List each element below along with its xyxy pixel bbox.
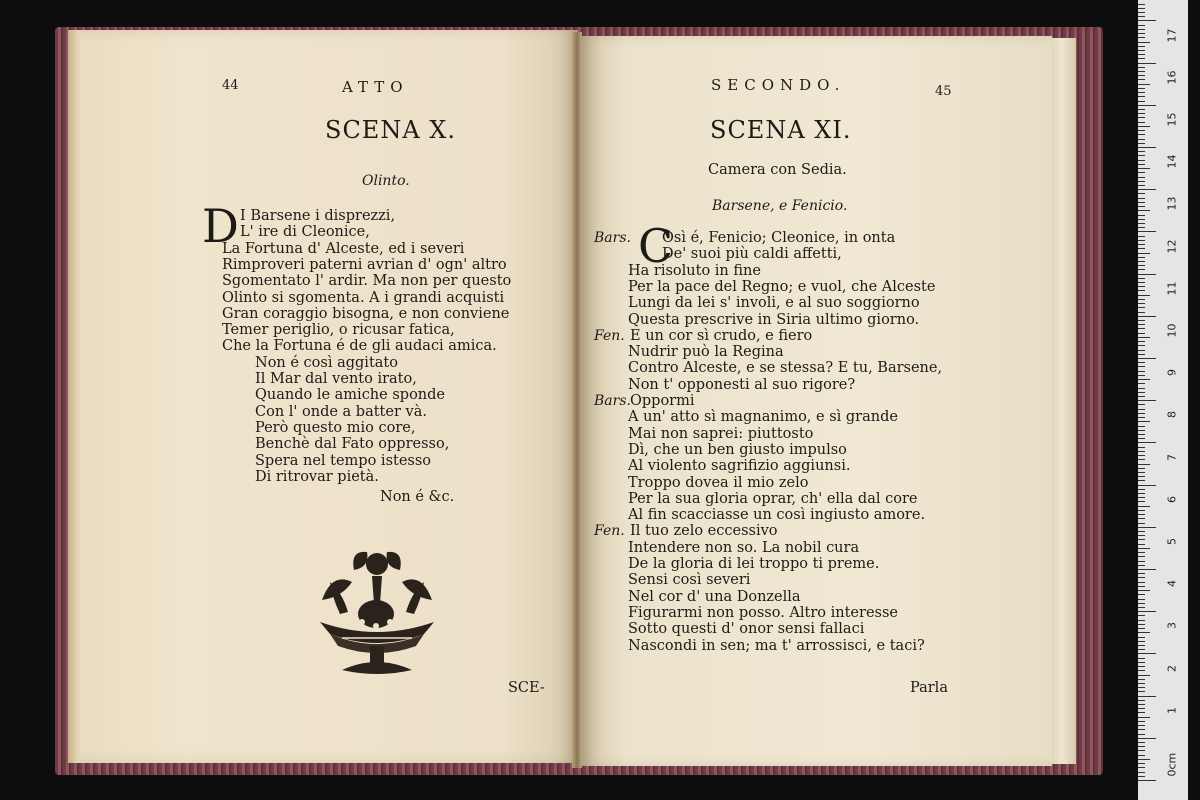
ruler-tick (1138, 691, 1145, 692)
ruler-tick (1138, 88, 1145, 89)
ruler-tick (1138, 497, 1145, 498)
speaker-label: Fen. (594, 523, 625, 540)
dialogue-line: Lungi da lei s' involi, e al suo soggiorno (628, 295, 920, 312)
ruler-tick (1138, 155, 1145, 156)
ruler-label: 17 (1165, 28, 1179, 43)
ruler-tick (1138, 430, 1145, 431)
ruler-tick (1138, 185, 1145, 186)
ruler-tick (1138, 341, 1145, 342)
ruler-tick (1138, 459, 1145, 460)
ruler-label: 11 (1165, 281, 1179, 296)
dialogue-line: Nascondi in sen; ma t' arrossisci, e taci? (628, 637, 925, 654)
verse-line: Benchè dal Fato oppresso, (255, 436, 450, 453)
ruler-tick (1138, 755, 1145, 756)
ruler-tick (1138, 611, 1156, 612)
ruler-tick (1138, 476, 1145, 477)
ruler-tick (1138, 641, 1145, 642)
ruler-tick (1138, 29, 1145, 30)
ruler-label: 2 (1165, 664, 1179, 672)
ruler-tick (1138, 700, 1145, 701)
ruler-tick (1138, 746, 1145, 747)
ruler-tick (1138, 687, 1145, 688)
ruler-tick (1138, 776, 1145, 777)
ruler-tick (1138, 464, 1150, 465)
ruler-tick (1138, 193, 1145, 194)
ruler-tick (1138, 447, 1145, 448)
ruler-tick (1138, 42, 1150, 43)
verse-line: Il Mar dal vento irato, (255, 371, 417, 387)
ruler-label: 16 (1165, 70, 1179, 85)
verse-line: La Fortuna d' Alceste, ed i severi (222, 240, 465, 257)
ruler-tick (1138, 586, 1145, 587)
ruler-tick (1138, 84, 1150, 85)
dialogue-line: De' suoi più caldi affetti, (662, 246, 842, 263)
ruler-tick (1138, 198, 1145, 199)
scene-characters: Barsene, e Fenicio. (712, 198, 848, 214)
ruler-tick (1138, 257, 1145, 258)
dialogue-line: Osì é, Fenicio; Cleonice, in onta (662, 230, 896, 246)
dialogue-line: Mai non saprei: piuttosto (628, 425, 814, 442)
ruler-tick (1138, 101, 1145, 102)
ruler-tick (1138, 160, 1145, 161)
ruler-label: 6 (1165, 495, 1179, 503)
ruler-tick (1138, 67, 1145, 68)
ruler-tick (1138, 421, 1150, 422)
ruler-tick (1138, 295, 1150, 296)
catchword-left: SCE- (508, 680, 545, 696)
page-number-right: 45 (935, 84, 952, 99)
ruler-tick (1138, 434, 1145, 435)
ruler-tick (1138, 662, 1145, 663)
ruler-tick (1138, 286, 1145, 287)
ruler-tick (1138, 438, 1145, 439)
ruler-label: 0cm (1165, 752, 1179, 777)
ruler-tick (1138, 206, 1145, 207)
ruler-tick (1138, 172, 1145, 173)
ruler-tick (1138, 404, 1145, 405)
ruler-tick (1138, 552, 1145, 553)
ruler-tick (1138, 573, 1145, 574)
speaker-label: Fen. (594, 327, 625, 344)
ruler-tick (1138, 624, 1145, 625)
ruler-tick (1138, 556, 1145, 557)
verse-line: Gran coraggio bisogna, e non conviene (222, 305, 510, 322)
dialogue-line: A un' atto sì magnanimo, e sì grande (628, 409, 898, 426)
ruler-label: 8 (1165, 411, 1179, 419)
ruler-tick (1138, 303, 1145, 304)
ruler-tick (1138, 649, 1145, 650)
scene-setting: Camera con Sedia. (708, 162, 847, 178)
ruler-tick (1138, 409, 1145, 410)
ruler-tick (1138, 75, 1145, 76)
ruler-tick (1138, 527, 1156, 528)
ruler-tick (1138, 734, 1145, 735)
ruler-tick (1138, 189, 1156, 190)
ruler-tick (1138, 539, 1145, 540)
dialogue-line: Sotto questi d' onor sensi fallaci (628, 621, 865, 638)
ruler-tick (1138, 569, 1156, 570)
ruler-tick (1138, 717, 1150, 718)
ruler-tick (1138, 151, 1145, 152)
verse-line: Temer periglio, o ricusar fatica, (222, 322, 455, 339)
ruler-tick (1138, 181, 1145, 182)
ruler-tick (1138, 316, 1156, 317)
ruler-label: 5 (1165, 538, 1179, 545)
verse-line: Però questo mio core, (255, 419, 416, 436)
ruler-label: 9 (1165, 369, 1179, 377)
verse-line: L' ire di Cleonice, (240, 224, 370, 241)
ruler-tick (1138, 345, 1145, 346)
ruler-tick (1138, 615, 1145, 616)
ruler-tick (1138, 164, 1145, 165)
ruler-label: 12 (1165, 239, 1179, 254)
ruler-tick (1138, 712, 1145, 713)
ruler-tick (1138, 92, 1145, 93)
ruler-tick (1138, 628, 1145, 629)
ruler-tick (1138, 236, 1145, 237)
dialogue-line: Al violento sagrifizio aggiunsi. (628, 458, 851, 475)
ruler-tick (1138, 493, 1145, 494)
ruler-tick (1138, 37, 1145, 38)
ruler-tick (1138, 607, 1145, 608)
ruler-tick (1138, 658, 1145, 659)
ruler-label: 1 (1165, 706, 1179, 714)
drop-cap-right: C (638, 219, 674, 273)
ruler-tick (1138, 50, 1145, 51)
ruler-tick (1138, 413, 1145, 414)
ruler-tick (1138, 594, 1145, 595)
ruler-tick (1138, 708, 1145, 709)
ruler-label (1166, 0, 1179, 1)
verse-line: Sgomentato l' ardir. Ma non per questo (222, 273, 512, 290)
ruler-tick (1138, 518, 1145, 519)
verse-line: Che la Fortuna é de gli audaci amica. (222, 338, 497, 355)
dialogue-line: Questa prescrive in Siria ultimo giorno. (628, 311, 920, 328)
ruler-tick (1138, 729, 1145, 730)
verse-line: Non é così aggitato (255, 354, 398, 371)
ruler-tick (1138, 400, 1156, 401)
ruler-tick (1138, 215, 1145, 216)
ruler-tick (1138, 282, 1145, 283)
ruler-tick (1138, 54, 1145, 55)
ruler-tick (1138, 426, 1145, 427)
ruler-tick (1138, 366, 1145, 367)
verse-line: Con l' onde a batter và. (255, 403, 427, 420)
ruler-tick (1138, 109, 1145, 110)
ruler-tick (1138, 324, 1145, 325)
ruler-tick (1138, 645, 1145, 646)
ruler-tick (1138, 126, 1150, 127)
ruler-tick (1138, 261, 1145, 262)
ruler-tick (1138, 299, 1145, 300)
dialogue-line: Ha risoluto in fine (628, 262, 761, 279)
dialogue-line: Dì, che un ben giusto impulso (628, 441, 847, 458)
dialogue-line: E un cor sì crudo, e fiero (630, 327, 813, 344)
ruler-tick (1138, 350, 1145, 351)
scene-title-right: SCENA XI. (710, 116, 852, 144)
ruler-tick (1138, 371, 1145, 372)
ruler-tick (1138, 679, 1145, 680)
ruler-tick (1138, 388, 1145, 389)
running-head-right: SECONDO. (711, 76, 846, 94)
ruler-tick (1138, 202, 1145, 203)
ruler-tick (1138, 535, 1145, 536)
ruler-tick (1138, 514, 1145, 515)
ruler-tick (1138, 219, 1145, 220)
ruler-tick (1138, 58, 1145, 59)
dialogue-line: Troppo dovea il mio zelo (628, 474, 809, 491)
ruler-label: 14 (1165, 154, 1179, 169)
verse-line: I Barsene i disprezzi, (240, 208, 396, 224)
character-name: Olinto. (362, 173, 410, 189)
ruler-tick (1138, 763, 1145, 764)
ruler-tick (1138, 290, 1145, 291)
ruler-tick (1138, 307, 1145, 308)
ruler-tick (1138, 577, 1145, 578)
ruler-tick (1138, 561, 1145, 562)
ruler-tick (1138, 269, 1145, 270)
drop-cap-left: D (202, 199, 239, 253)
ruler-tick (1138, 675, 1150, 676)
page-number-left: 44 (222, 78, 239, 93)
dialogue-line: Nel cor d' una Donzella (628, 588, 801, 605)
ruler-tick (1138, 506, 1150, 507)
ruler-tick (1138, 375, 1145, 376)
ruler-tick (1138, 417, 1145, 418)
flower-basket-woodcut-icon (312, 542, 442, 680)
ruler-label: 13 (1165, 196, 1179, 211)
ruler-tick (1138, 333, 1145, 334)
ruler-label: 7 (1165, 453, 1179, 461)
verse-line: Rimproveri paterni avrian d' ogn' altro (222, 256, 507, 273)
ruler-tick (1138, 113, 1145, 114)
ruler-tick (1138, 379, 1150, 380)
ruler-tick (1138, 223, 1145, 224)
ruler-tick (1138, 362, 1145, 363)
dialogue-line: Per la sua gloria oprar, ch' ella dal core (628, 490, 918, 507)
verse-line: Quando le amiche sponde (255, 387, 445, 404)
ruler-tick (1138, 742, 1145, 743)
ruler-tick (1138, 696, 1156, 697)
ruler-tick (1138, 582, 1145, 583)
ruler-tick (1138, 653, 1156, 654)
ruler-tick (1138, 122, 1145, 123)
right-page (580, 36, 1052, 766)
ruler-tick (1138, 253, 1150, 254)
ruler-tick (1138, 544, 1145, 545)
ruler-tick (1138, 244, 1145, 245)
ruler-tick (1138, 20, 1156, 21)
ruler-tick (1138, 265, 1145, 266)
ruler-tick (1138, 565, 1145, 566)
speaker-label: Bars. (594, 230, 631, 246)
ruler-tick (1138, 278, 1145, 279)
dialogue-line: Per la pace del Regno; e vuol, che Alceste (628, 278, 936, 295)
ruler-tick (1138, 392, 1145, 393)
ruler-tick (1138, 105, 1156, 106)
running-head-left: ATTO (342, 78, 409, 96)
ruler-tick (1138, 772, 1145, 773)
ruler-tick (1138, 130, 1145, 131)
ruler-tick (1138, 320, 1145, 321)
ruler-tick (1138, 637, 1145, 638)
ruler-tick (1138, 480, 1145, 481)
ruler-tick (1138, 143, 1145, 144)
ruler-tick (1138, 8, 1145, 9)
ruler-tick (1138, 79, 1145, 80)
ruler-tick (1138, 147, 1156, 148)
ruler-label: 3 (1165, 622, 1179, 630)
dialogue-line: Non t' opponesti al suo rigore? (628, 376, 856, 393)
verse-line: Olinto si sgomenta. A i grandi acquisti (222, 289, 505, 306)
ruler-tick (1138, 383, 1145, 384)
ruler-tick (1138, 451, 1145, 452)
ruler-tick (1138, 117, 1145, 118)
ruler-tick (1138, 725, 1145, 726)
ruler-tick (1138, 46, 1145, 47)
ruler-tick (1138, 4, 1145, 5)
catchword-right: Parla (910, 680, 948, 696)
ruler-tick (1138, 489, 1145, 490)
dialogue-line: Figurarmi non posso. Altro interesse (628, 604, 898, 621)
ruler-tick (1138, 248, 1145, 249)
ruler-tick (1138, 485, 1156, 486)
ruler-tick (1138, 620, 1145, 621)
ruler-tick (1138, 666, 1145, 667)
ruler-tick (1138, 670, 1145, 671)
ruler-tick (1138, 96, 1145, 97)
ruler-tick (1138, 240, 1145, 241)
ruler-tick (1138, 231, 1156, 232)
dialogue-line: Nudrir può la Regina (628, 344, 784, 361)
scene-title-left: SCENA X. (325, 116, 456, 144)
right-page-edges (1048, 38, 1076, 764)
dialogue-line: Intendere non so. La nobil cura (628, 539, 860, 556)
speaker-label: Bars. (594, 393, 631, 409)
ruler-tick (1138, 274, 1156, 275)
ruler-tick (1138, 510, 1145, 511)
ruler-tick (1138, 358, 1156, 359)
ruler-tick (1138, 354, 1145, 355)
ruler-tick (1138, 603, 1145, 604)
ruler-tick (1138, 455, 1145, 456)
ruler-tick (1138, 33, 1145, 34)
ruler-tick (1138, 501, 1145, 502)
dialogue-line: Oppormi (630, 393, 695, 409)
ruler-tick (1138, 71, 1145, 72)
ruler-tick (1138, 442, 1156, 443)
ruler-tick (1138, 767, 1145, 768)
ruler-tick (1138, 548, 1150, 549)
ruler-tick (1138, 632, 1150, 633)
ruler-label: 4 (1165, 580, 1179, 588)
ruler-tick (1138, 531, 1145, 532)
ruler-tick (1138, 139, 1145, 140)
ruler-tick (1138, 704, 1145, 705)
ruler-tick (1138, 210, 1150, 211)
ruler-tick (1138, 683, 1145, 684)
ruler-tick (1138, 328, 1145, 329)
ruler-tick (1138, 25, 1145, 26)
ruler-tick (1138, 721, 1145, 722)
dialogue-line: De la gloria di lei troppo ti preme. (628, 556, 880, 572)
ruler-tick (1138, 738, 1156, 739)
ruler-tick (1138, 472, 1145, 473)
ruler-tick (1138, 599, 1145, 600)
ruler-tick (1138, 750, 1145, 751)
ruler-tick (1138, 177, 1145, 178)
ruler-tick (1138, 780, 1156, 781)
ruler-label: 10 (1165, 323, 1179, 338)
ruler-tick (1138, 337, 1150, 338)
ruler-tick (1138, 168, 1150, 169)
measurement-ruler (1138, 0, 1188, 800)
ruler-tick (1138, 12, 1145, 13)
ruler-tick (1138, 16, 1145, 17)
ruler-tick (1138, 468, 1145, 469)
dialogue-line: Contro Alceste, e se stessa? E tu, Barsene, (628, 360, 943, 377)
verse-line: Di ritrovar pietà. (255, 468, 379, 485)
ruler-tick (1138, 523, 1145, 524)
ruler-tick (1138, 759, 1150, 760)
ruler-tick (1138, 134, 1145, 135)
ruler-tick (1138, 396, 1145, 397)
dialogue-line: Al fin scacciasse un così ingiusto amore. (628, 507, 926, 524)
ruler-tick (1138, 590, 1150, 591)
ruler-tick (1138, 312, 1145, 313)
verse-line: Spera nel tempo istesso (255, 452, 432, 469)
ruler-tick (1138, 227, 1145, 228)
ruler-tick (1138, 63, 1156, 64)
verse-line: Non é &c. (380, 489, 455, 506)
ruler-label: 15 (1165, 112, 1179, 127)
dialogue-line: Sensi così severi (628, 572, 751, 589)
dialogue-line: Il tuo zelo eccessivo (630, 523, 778, 540)
left-page (80, 30, 578, 763)
